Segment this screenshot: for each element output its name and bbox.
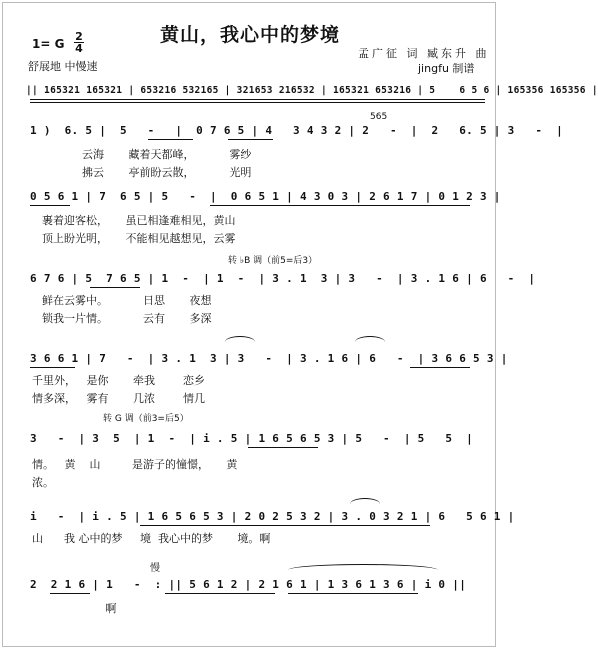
- triplet-arc: [225, 336, 255, 342]
- notation-line: i - | i . 5 | 1 6 5 6 5 3 | 2 0 2 5 3 2 | 3 . 0 3 2 1 | 6 5 6 1 |: [30, 510, 515, 523]
- time-signature: [74, 31, 84, 54]
- score-row-3: [0, 250, 536, 340]
- beam-line: [50, 593, 90, 594]
- beam-line: [165, 593, 275, 594]
- key-signature: 1= G: [32, 37, 65, 51]
- notation-line: 6 7 6 | 5 7 6 5 | 1 - | 1 - | 3 . 1 3 | 3 - | 3 . 1 6 | 6 - |: [30, 272, 536, 285]
- notation-line: 3 6 6 1 | 7 - | 3 . 1 3 | 3 - | 3 . 1 6 | 6 - | 3 6 6 5 3 |: [30, 352, 508, 365]
- beam-line: [148, 139, 193, 140]
- lyric-verse-2: 情多深， 雾有 几浓 情几: [32, 392, 205, 405]
- lyric-verse-1: 山 我 心中的梦 境 我心中的梦 境。啊: [32, 532, 271, 545]
- beam-line: [90, 287, 140, 288]
- beam-line: [228, 139, 273, 140]
- song-title: 黄山，我心中的梦境: [159, 24, 340, 46]
- lyric-verse-1: 裹着迎客松， 虽已相逢难相见，黄山: [42, 214, 236, 227]
- time-signature-bottom: 4: [75, 42, 83, 55]
- triplet-arc: [355, 336, 385, 342]
- lyric-verse-2: 拂云 亭前盼云散， 光明: [68, 166, 252, 179]
- tempo-marking: 舒展地 中慢速: [28, 60, 98, 73]
- ornament-annotation: 565: [370, 112, 388, 122]
- lyric-verse-2: 顶上盼光明， 不能相见越想见，云雾: [42, 232, 236, 245]
- notation-line: || 165321 165321 | 653216 532165 | 321653 216532 | 165321 653216 | 5 6 5 6 | 165356 165356 |: [26, 85, 598, 96]
- score-row-4: [0, 330, 508, 420]
- beam-line: [210, 205, 470, 206]
- beam-line: [30, 367, 75, 368]
- beam-line: [248, 447, 318, 448]
- beam-line: [140, 525, 430, 526]
- modulation-annotation: 转 G 调（前3=后5）: [103, 414, 189, 424]
- slur-arc: [288, 564, 438, 570]
- time-signature-top: 2: [75, 30, 83, 43]
- beam-line: [30, 102, 485, 103]
- lyric-verse-1: 千里外， 是你 牵我 恋乡: [32, 374, 205, 387]
- notation-line: 2 2 1 6 | 1 - : || 5 6 1 2 | 2 1 6 1 | 1 3 6 1 3 6 | i 0 ||: [30, 578, 467, 591]
- lyric-verse-1: 云海 藏着天都峰， 雾纱: [68, 148, 252, 161]
- arranger-credit: jingfu 制谱: [418, 62, 475, 75]
- score-row-5: [0, 408, 500, 498]
- beam-line: [288, 593, 418, 594]
- notation-line: 0 5 6 1 | 7 6 5 | 5 - | 0 6 5 1 | 4 3 0 3 | 2 6 1 7 | 0 1 2 3 |: [30, 190, 501, 203]
- notation-line: 1 ) 6. 5 | 5 - | 0 7 6 5 | 4 3 4 3 2 | 2 - | 2 6. 5 | 3 - |: [30, 124, 564, 137]
- triplet-arc: [350, 498, 380, 504]
- tempo-change-annotation: 慢: [150, 563, 160, 574]
- notation-line: 3 - | 3 5 | 1 - | i . 5 | 1 6 5 6 5 3 | 5 - | 5 5 |: [30, 432, 474, 445]
- score-row-7: [0, 556, 500, 646]
- composer-credit: 孟广征 词 臧东升 曲: [358, 47, 490, 60]
- lyric-verse-1: 情。 黄 山 是游子的憧憬， 黄: [32, 458, 238, 471]
- lyric-verse-1: 啊: [32, 602, 117, 615]
- modulation-annotation: 转 ♭B 调（前5=后3）: [228, 256, 318, 266]
- beam-line: [30, 205, 70, 206]
- lyric-verse-1: 鲜在云雾中。 日思 夜想: [42, 294, 212, 307]
- beam-line: [410, 367, 470, 368]
- beam-line: [30, 99, 485, 100]
- lyric-verse-2: 锁我一片情。 云有 多深: [42, 312, 212, 325]
- lyric-verse-2: 浓。: [32, 476, 54, 489]
